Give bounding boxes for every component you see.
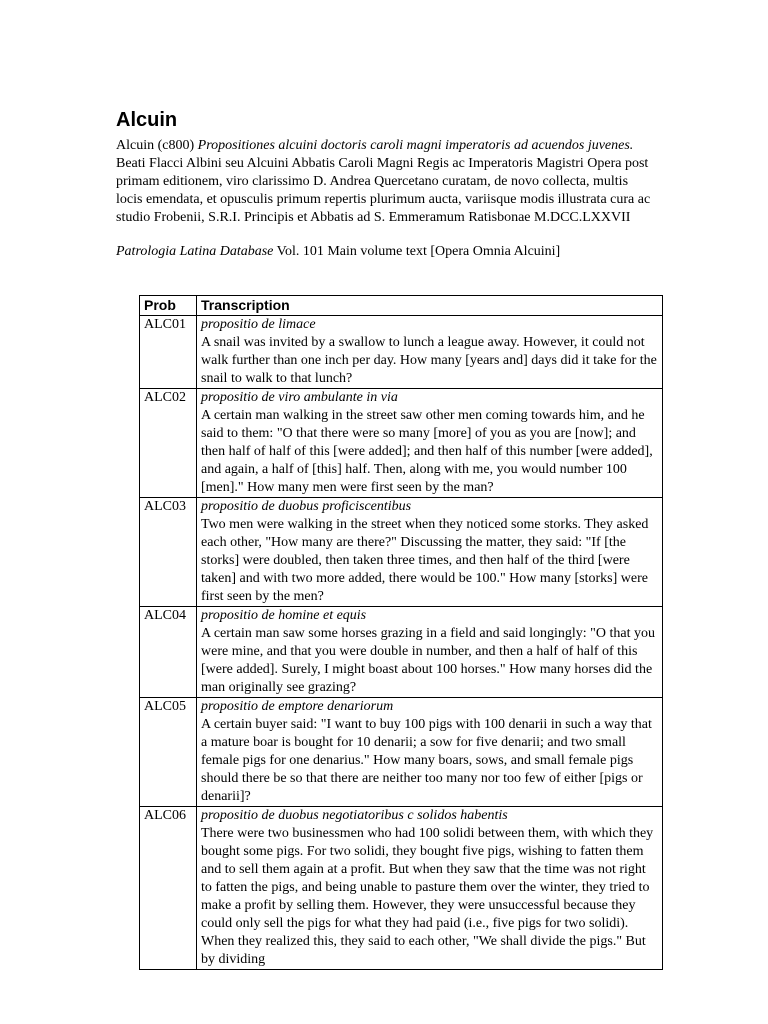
problem-id: ALC04: [140, 607, 197, 698]
problem-title: propositio de homine et equis: [201, 608, 367, 623]
problem-transcription: [197, 698, 663, 807]
problem-id: ALC06: [140, 807, 197, 970]
problem-transcription: [197, 316, 663, 389]
problems-table: [139, 295, 663, 970]
problem-text: Two men were walking in the street when they noticed some storks. They asked each other, "How many are there?" Discussing the matter, they said: "If [the storks] were doubled, then taken three times, and then half of the third [were taken] and with two more added, there would be 100." How many [storks] were first seen by the men?: [201, 517, 649, 604]
intro-lead: Alcuin (c800): [116, 138, 198, 153]
table-row: [140, 807, 663, 970]
problem-id: ALC03: [140, 498, 197, 607]
page-title: Alcuin: [116, 109, 178, 131]
problem-title: propositio de duobus proficiscentibus: [201, 499, 412, 514]
problem-id: ALC01: [140, 316, 197, 389]
problem-id: ALC05: [140, 698, 197, 807]
source-rest: Vol. 101 Main volume text [Opera Omnia Alcuini]: [273, 244, 561, 259]
problem-title: propositio de viro ambulante in via: [201, 390, 398, 405]
intro-italic-title: Propositiones alcuini doctoris caroli magni imperatoris ad acuendos juvenes.: [197, 138, 634, 153]
problem-text: There were two businessmen who had 100 solidi between them, with which they bought some pigs. For two solidi, they bought five pigs, wishing to fatten them and to sell them again at a profit. But when they saw that the time was not right to fatten the pigs, and being unable to pasture them over the winter, they tried to make a profit by selling them. However, they were unsuccessful because they could only sell the pigs for what they had paid (i.e., five pigs for two solidi). When they realized this, they said to each other, "We shall divide the pigs." But by dividing: [201, 826, 654, 967]
table-row: [140, 498, 663, 607]
problem-transcription: [197, 807, 663, 970]
problem-title: propositio de emptore denariorum: [201, 699, 394, 714]
problem-transcription: [197, 498, 663, 607]
header-prob: Prob: [140, 296, 197, 316]
table-header-row: [140, 296, 663, 316]
table-row: [140, 316, 663, 389]
problem-id: ALC02: [140, 389, 197, 498]
source-italic: Patrologia Latina Database: [116, 244, 274, 259]
table-row: [140, 698, 663, 807]
problem-transcription: [197, 607, 663, 698]
problem-title: propositio de limace: [201, 317, 316, 332]
problem-text: A certain man saw some horses grazing in a field and said longingly: "O that you were mine, and that you were double in number, and then a half of half of this [were added]. Surely, I might boast about 100 horses." How many horses did the man originally see grazing?: [201, 626, 656, 695]
problem-text: A certain buyer said: "I want to buy 100 pigs with 100 denarii in such a way that a mature boar is bought for 10 denarii; a sow for five denarii; and two small female pigs for one denarius." How many boars, sows, and small female pigs should there be so that there are neither too many nor too few of either [pigs or denarii]?: [201, 717, 652, 804]
problem-transcription: [197, 389, 663, 498]
header-transcription: Transcription: [197, 296, 663, 316]
problem-text: A snail was invited by a swallow to lunch a league away. However, it could not walk further than one inch per day. How many [years and] days did it take for the snail to walk to that lunch?: [201, 335, 657, 386]
intro-rest: Beati Flacci Albini seu Alcuini Abbatis Caroli Magni Regis ac Imperatoris Magistri Opera post primam editionem, viro clarissimo D. Andrea Quercetano curatam, de novo collecta, multis locis emendata, et opusculis primum repertis plurimum aucta, variisque modis illustrata cura ac studio Frobenii, S.R.I. Principis et Abbatis ad S. Emmeramum Ratisbonae M.DCC.LXXVII: [116, 156, 651, 225]
table-row: [140, 389, 663, 498]
problem-text: A certain man walking in the street saw other men coming towards him, and he said to them: "O that there were so many [more] of you as you are [now]; and then half of half of this [were added]; and then half of this number [were added], and again, a half of [this] half. Then, along with me, you would number 100 [men]." How many men were first seen by the man?: [201, 408, 653, 495]
table-row: [140, 607, 663, 698]
problem-title: propositio de duobus negotiatoribus c solidos habentis: [201, 808, 508, 823]
